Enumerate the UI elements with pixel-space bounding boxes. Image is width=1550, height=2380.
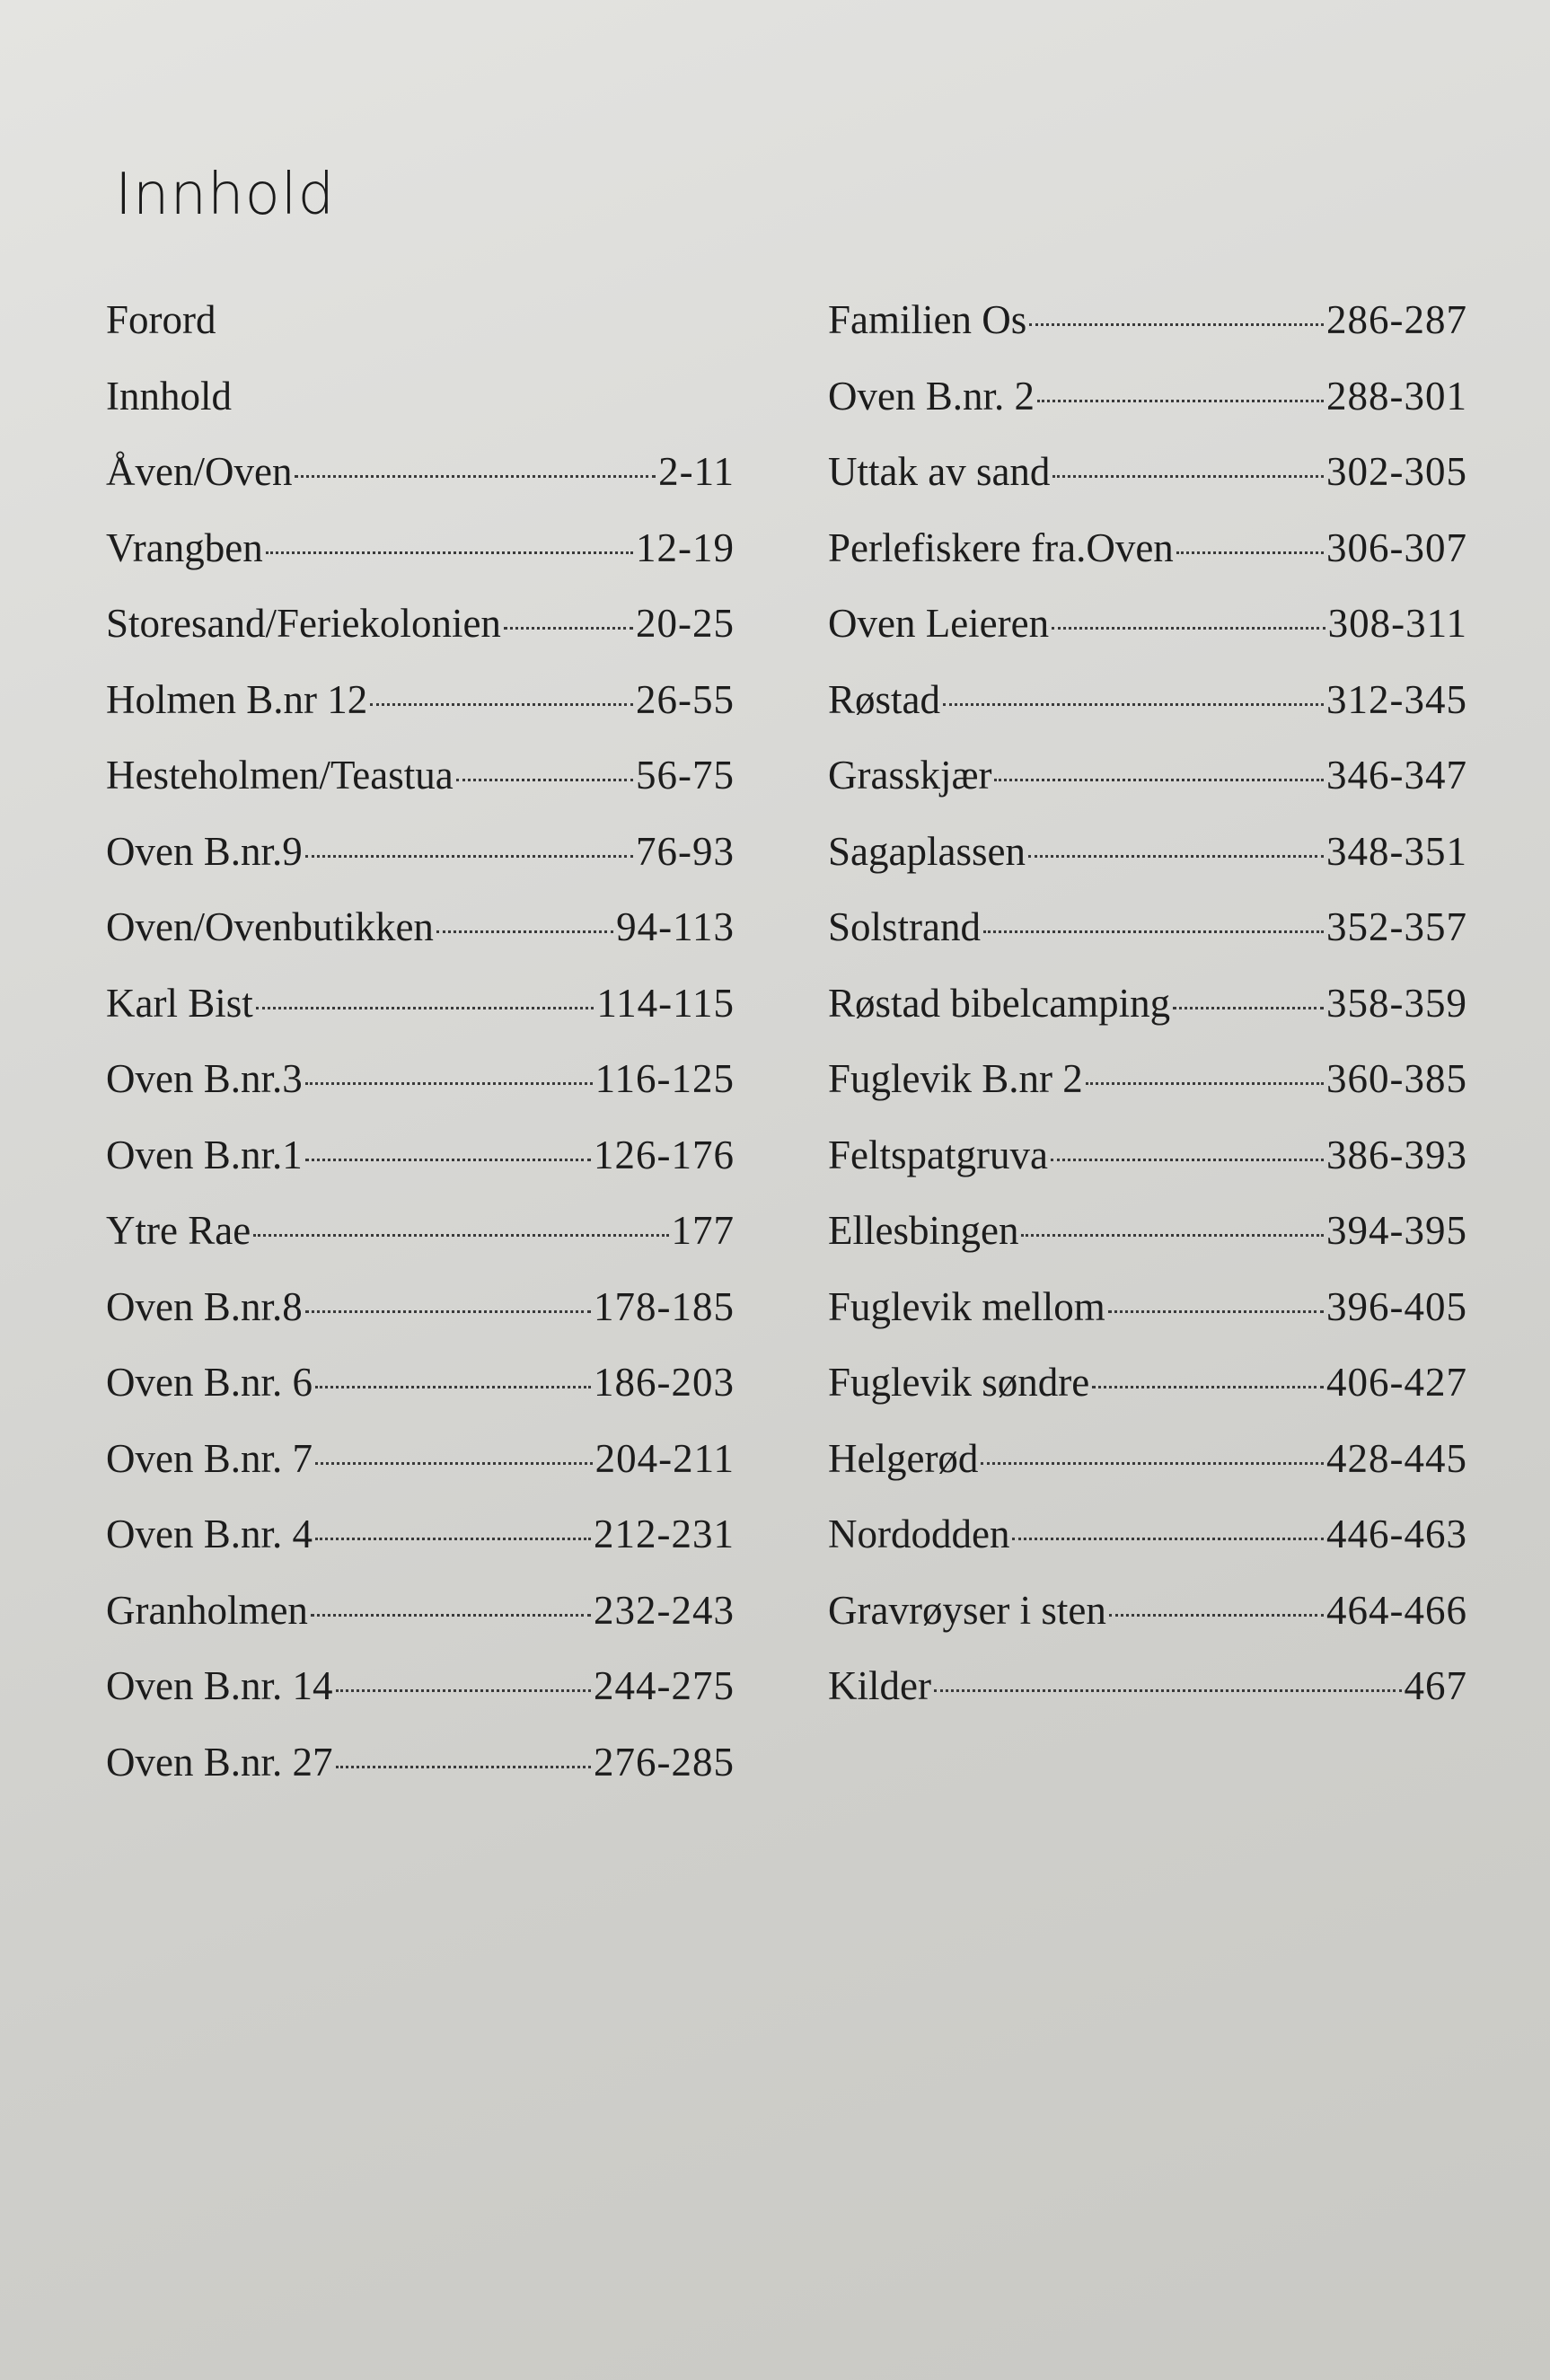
toc-entry	[828, 1207, 1467, 1283]
toc-entry	[106, 1587, 735, 1663]
dot-leader	[934, 1689, 1402, 1692]
toc-entry-title: Oven B.nr.8	[106, 1283, 303, 1329]
toc-entry-title: Oven B.nr. 2	[828, 373, 1035, 419]
toc-entry	[828, 1662, 1467, 1739]
toc-entry-title: Oven B.nr. 6	[106, 1360, 313, 1405]
toc-entry	[828, 752, 1467, 828]
dot-leader	[315, 1386, 591, 1388]
toc-entry-title: Fuglevik søndre	[828, 1360, 1090, 1405]
toc-entry-pages: 178-185	[594, 1283, 735, 1329]
toc-entry	[106, 524, 735, 601]
toc-entry-pages: 12-19	[636, 524, 735, 570]
toc-entry-title: Ytre Rae	[106, 1208, 251, 1253]
toc-entry	[828, 828, 1467, 904]
toc-entry	[106, 1207, 735, 1283]
toc-entry-title: Solstrand	[828, 904, 982, 949]
toc-entry-pages: 186-203	[594, 1360, 735, 1405]
toc-entry	[828, 1283, 1467, 1360]
toc-entry-pages: 386-393	[1326, 1132, 1467, 1177]
toc-entry	[106, 600, 735, 676]
toc-entry-pages: 467	[1404, 1663, 1467, 1708]
toc-entry-title: Røstad bibelcamping	[828, 980, 1171, 1026]
dot-leader	[1052, 627, 1325, 630]
toc-entry-title: Perlefiskere fra.Oven	[828, 524, 1174, 570]
dot-leader	[1086, 1082, 1324, 1085]
dot-leader	[1052, 475, 1324, 478]
toc-entry	[106, 1739, 735, 1815]
toc-entry	[828, 1055, 1467, 1132]
toc-right-column	[828, 296, 1467, 1739]
dot-leader	[943, 703, 1324, 706]
toc-entry-pages: 346-347	[1326, 753, 1467, 798]
toc-entry	[106, 1511, 735, 1587]
toc-entry	[828, 904, 1467, 980]
toc-entry-title: Røstad	[828, 676, 941, 722]
toc-entry	[828, 1435, 1467, 1512]
toc-entry	[106, 1359, 735, 1435]
dot-leader	[1108, 1310, 1324, 1313]
toc-entry	[106, 1283, 735, 1360]
dot-leader	[1021, 1234, 1324, 1237]
toc-entry-pages: 446-463	[1326, 1512, 1467, 1556]
toc-entry-title: Holmen B.nr 12	[106, 676, 368, 722]
toc-entry	[106, 1132, 735, 1208]
toc-entry-pages: 212-231	[594, 1512, 735, 1556]
toc-entry-title: Oven B.nr. 14	[106, 1663, 333, 1708]
toc-entry-pages: 177	[671, 1208, 735, 1253]
toc-entry	[106, 296, 735, 373]
toc-entry-title: Oven B.nr. 27	[106, 1739, 333, 1785]
dot-leader	[981, 1462, 1324, 1465]
toc-entry-pages: 352-357	[1326, 904, 1467, 949]
dot-leader	[436, 930, 613, 933]
toc-entry-title: Grasskjær	[828, 753, 992, 798]
toc-entry	[106, 904, 735, 980]
toc-entry-pages: 204-211	[594, 1435, 735, 1481]
toc-entry	[828, 1511, 1467, 1587]
toc-entry-title: Oven Leieren	[828, 601, 1050, 646]
toc-entry-title: Fuglevik B.nr 2	[828, 1056, 1083, 1101]
toc-entry-title: Åven/Oven	[106, 449, 293, 494]
toc-left-column	[106, 296, 735, 1814]
dot-leader	[1173, 1007, 1324, 1009]
toc-entry-pages: 348-351	[1326, 828, 1467, 874]
dot-leader	[256, 1007, 594, 1009]
dot-leader	[295, 475, 656, 478]
toc-entry	[828, 1587, 1467, 1663]
toc-entry	[106, 828, 735, 904]
toc-entry-title: Oven B.nr. 4	[106, 1512, 313, 1556]
dot-leader	[305, 1082, 593, 1085]
toc-entry-title: Innhold	[106, 373, 232, 419]
toc-entry-pages: 94-113	[616, 904, 735, 949]
toc-entry	[106, 752, 735, 828]
toc-entry	[106, 1055, 735, 1132]
dot-leader	[1029, 323, 1324, 326]
dot-leader	[315, 1462, 593, 1465]
dot-leader	[311, 1614, 591, 1617]
toc-entry	[828, 448, 1467, 524]
toc-entry-title: Kilder	[828, 1663, 931, 1708]
dot-leader	[1109, 1614, 1324, 1617]
toc-entry-title: Sagaplassen	[828, 828, 1026, 874]
dot-leader	[983, 930, 1324, 933]
toc-entry-pages: 306-307	[1326, 524, 1467, 570]
dot-leader	[336, 1689, 592, 1692]
toc-entry-title: Helgerød	[828, 1435, 979, 1481]
toc-entry	[828, 373, 1467, 449]
toc-entry-pages: 312-345	[1326, 676, 1467, 722]
toc-entry-title: Uttak av sand	[828, 449, 1051, 494]
dot-leader	[336, 1766, 592, 1768]
toc-entry-title: Feltspatgruva	[828, 1132, 1048, 1177]
toc-entry-pages: 358-359	[1326, 980, 1467, 1026]
toc-entry-pages: 286-287	[1326, 297, 1467, 342]
toc-entry-pages: 394-395	[1326, 1208, 1467, 1253]
toc-entry-pages: 56-75	[636, 753, 735, 798]
toc-entry-title: Oven B.nr.3	[106, 1056, 303, 1101]
toc-entry-pages: 114-115	[596, 980, 735, 1026]
toc-entry-title: Oven B.nr. 7	[106, 1435, 313, 1481]
dot-leader	[456, 779, 633, 781]
toc-entry	[828, 676, 1467, 753]
dot-leader	[266, 551, 633, 554]
toc-entry	[106, 676, 735, 753]
toc-entry-pages: 288-301	[1326, 373, 1467, 419]
toc-entry-pages: 406-427	[1326, 1360, 1467, 1405]
toc-entry	[828, 296, 1467, 373]
toc-entry-pages: 126-176	[594, 1132, 735, 1177]
dot-leader	[1092, 1386, 1324, 1388]
dot-leader	[315, 1538, 591, 1540]
dot-leader	[1051, 1159, 1324, 1161]
toc-entry-title: Karl Bist	[106, 980, 253, 1026]
toc-entry-pages: 302-305	[1326, 449, 1467, 494]
toc-entry	[828, 1132, 1467, 1208]
toc-entry-title: Familien Os	[828, 297, 1027, 342]
dot-leader	[504, 627, 633, 630]
toc-entry	[106, 373, 735, 449]
dot-leader	[1028, 855, 1324, 858]
toc-entry-title: Vrangben	[106, 524, 263, 570]
toc-entry-pages: 276-285	[594, 1739, 735, 1785]
dot-leader	[994, 779, 1324, 781]
dot-leader	[253, 1234, 668, 1237]
toc-entry-title: Gravrøyser i sten	[828, 1587, 1106, 1633]
toc-entry-title: Forord	[106, 297, 216, 342]
toc-entry	[828, 1359, 1467, 1435]
toc-entry-title: Ellesbingen	[828, 1208, 1019, 1253]
toc-entry-pages: 428-445	[1326, 1435, 1467, 1481]
dot-leader	[305, 1310, 591, 1313]
toc-entry-title: Nordodden	[828, 1512, 1010, 1556]
toc-entry-title: Oven B.nr.1	[106, 1132, 303, 1177]
dot-leader	[305, 1159, 591, 1161]
toc-entry-title: Fuglevik mellom	[828, 1283, 1105, 1329]
toc-entry-title: Granholmen	[106, 1587, 308, 1633]
page-title: Innhold	[115, 162, 336, 228]
toc-entry	[106, 448, 735, 524]
toc-entry-title: Hesteholmen/Teastua	[106, 753, 454, 798]
dot-leader	[1037, 400, 1324, 402]
toc-entry-title: Oven/Ovenbutikken	[106, 904, 434, 949]
toc-entry	[828, 600, 1467, 676]
dot-leader	[1176, 551, 1324, 554]
dot-leader	[370, 703, 633, 706]
toc-entry-pages: 464-466	[1326, 1587, 1467, 1633]
toc-entry-pages: 116-125	[594, 1056, 735, 1101]
toc-entry	[106, 980, 735, 1056]
toc-entry-pages: 360-385	[1326, 1056, 1467, 1101]
toc-entry-pages: 2-11	[658, 449, 735, 494]
toc-entry	[828, 980, 1467, 1056]
toc-entry-title: Storesand/Feriekolonien	[106, 601, 501, 646]
toc-entry-pages: 20-25	[636, 601, 735, 646]
toc-entry-pages: 76-93	[636, 828, 735, 874]
dot-leader	[1012, 1538, 1324, 1540]
toc-entry	[106, 1662, 735, 1739]
toc-entry-pages: 396-405	[1326, 1283, 1467, 1329]
toc-entry-pages: 232-243	[594, 1587, 735, 1633]
toc-entry	[828, 524, 1467, 601]
toc-entry-pages: 244-275	[594, 1663, 735, 1708]
toc-entry	[106, 1435, 735, 1512]
toc-entry-title: Oven B.nr.9	[106, 828, 303, 874]
dot-leader	[305, 855, 633, 858]
toc-entry-pages: 26-55	[636, 676, 735, 722]
toc-entry-pages: 308-311	[1327, 601, 1467, 646]
